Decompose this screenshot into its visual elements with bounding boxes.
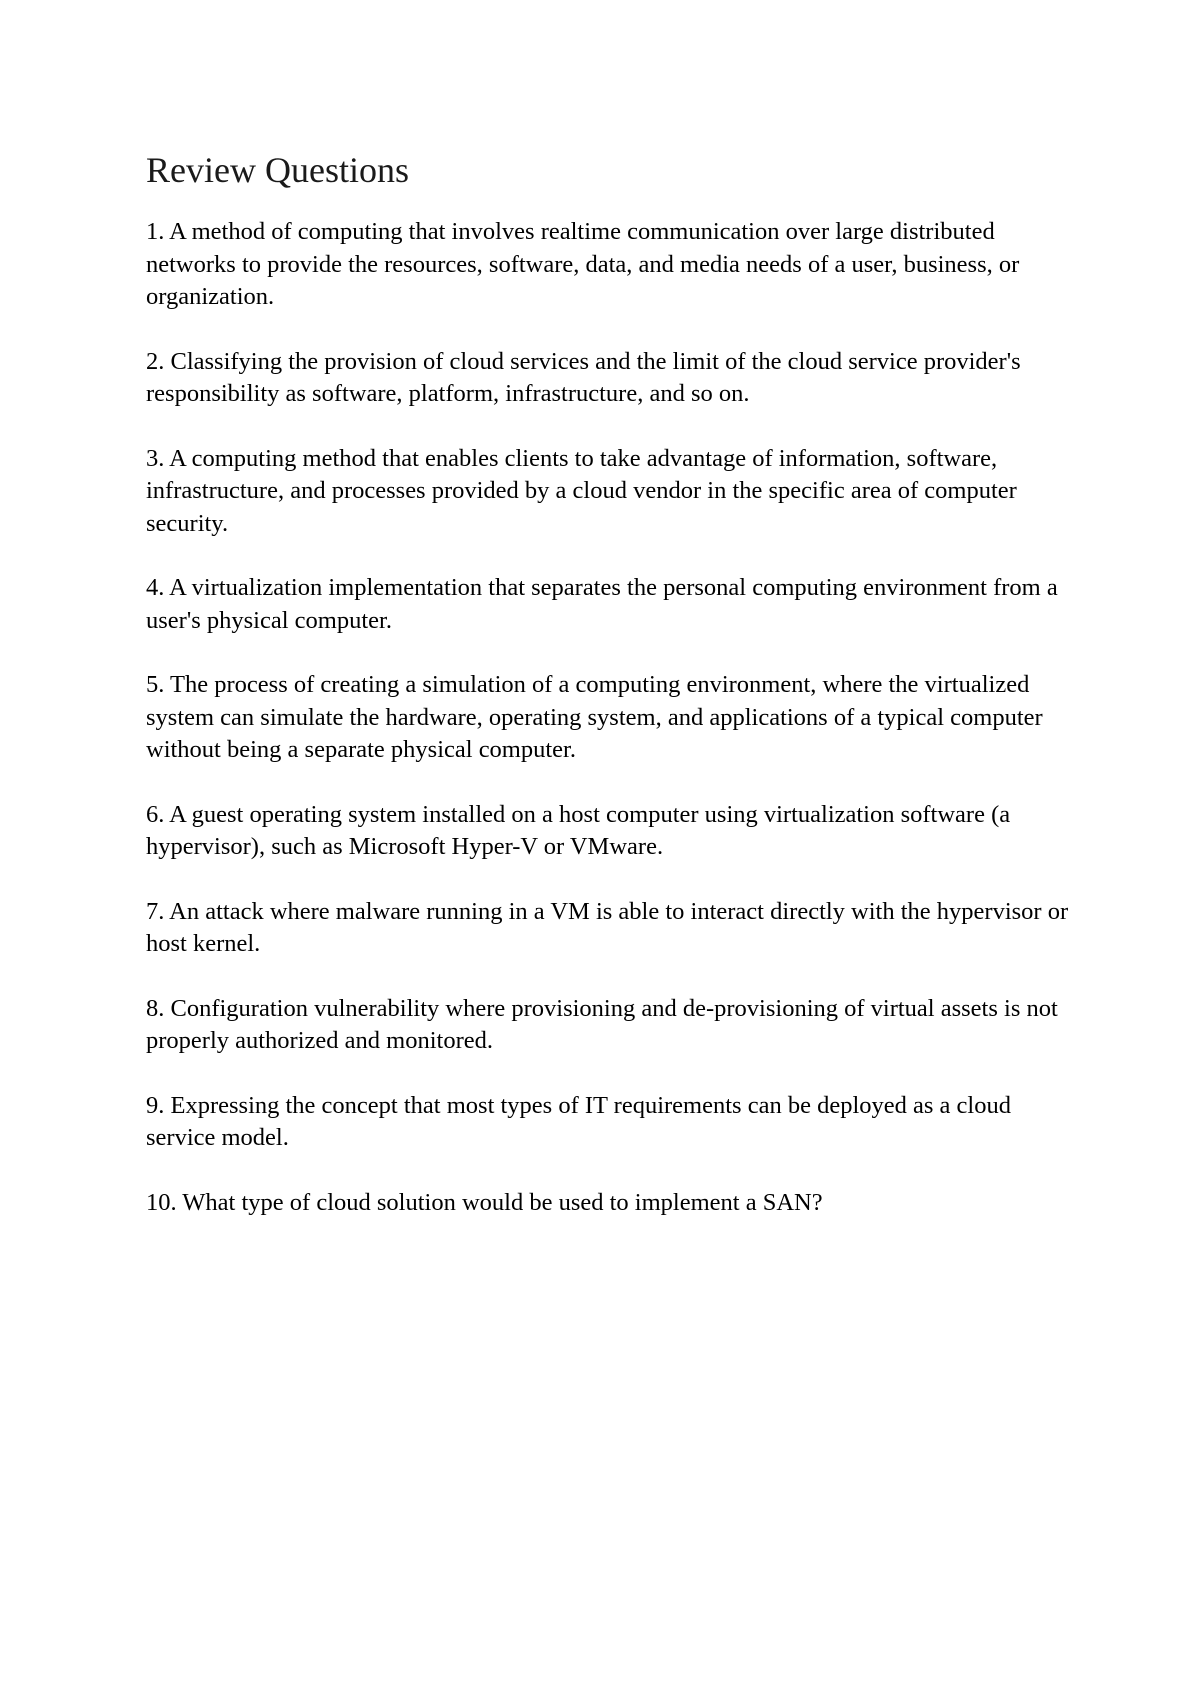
question-5: 5. The process of creating a simulation of a computing environment, where the virtualized system can simulate the hardware, operating system, and applications of a typical computer without being a separate physical computer. [146, 671, 1043, 763]
question-1: 1. A method of computing that involves realtime communication over large distributed networks to provide the resources, software, data, and media needs of a user, business, or organization. [146, 218, 1020, 310]
document-content [146, 146, 1086, 1251]
question-2: 2. Classifying the provision of cloud services and the limit of the cloud service provider's responsibility as software, platform, infrastructure, and so on. [146, 347, 1021, 407]
page-title: Review Questions [146, 150, 409, 190]
question-9: 9. Expressing the concept that most types of IT requirements can be deployed as a cloud service model. [146, 1091, 1011, 1151]
question-8: 8. Configuration vulnerability where provisioning and de-provisioning of virtual assets is not properly authorized and monitored. [146, 994, 1058, 1054]
question-7: 7. An attack where malware running in a VM is able to interact directly with the hypervisor or host kernel. [146, 897, 1069, 957]
question-list [146, 216, 1086, 1219]
question-3: 3. A computing method that enables clients to take advantage of information, software, infrastructure, and processes provided by a cloud vendor in the specific area of computer security. [146, 444, 1017, 537]
question-6: 6. A guest operating system installed on a host computer using virtualization software (a hypervisor), such as Microsoft Hyper-V or VMware. [146, 800, 1011, 860]
question-4: 4. A virtualization implementation that separates the personal computing environment from a user's physical computer. [146, 574, 1058, 634]
question-10: 10. What type of cloud solution would be used to implement a SAN? [146, 1188, 823, 1216]
